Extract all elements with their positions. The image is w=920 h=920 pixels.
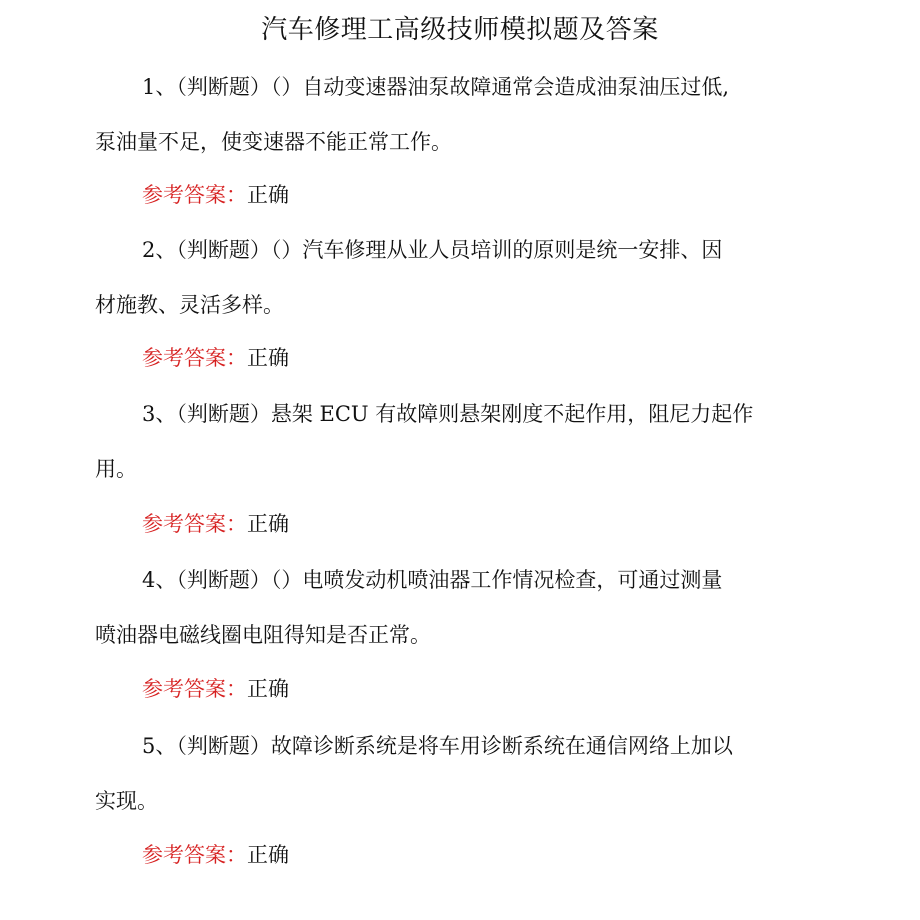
answer-label: 参考答案： bbox=[142, 346, 247, 370]
answer-value: 正确 bbox=[247, 346, 289, 370]
question-4-line-2: 喷油器电磁线圈电阻得知是否正常。 bbox=[95, 623, 431, 647]
question-2-line-2: 材施教、灵活多样。 bbox=[95, 293, 284, 317]
answer-value: 正确 bbox=[247, 512, 289, 536]
answer-label: 参考答案： bbox=[142, 677, 247, 701]
answer-value: 正确 bbox=[247, 843, 289, 867]
answer-label: 参考答案： bbox=[142, 183, 247, 207]
question-3-line-2: 用。 bbox=[95, 457, 137, 481]
question-2-answer bbox=[142, 342, 289, 374]
question-1-answer bbox=[142, 179, 289, 211]
question-5-line-1: 5、（判断题）故障诊断系统是将车用诊断系统在通信网络上加以 bbox=[142, 734, 733, 758]
answer-label: 参考答案： bbox=[142, 843, 247, 867]
answer-label: 参考答案： bbox=[142, 512, 247, 536]
question-4-line-1: 4、（判断题）（）电喷发动机喷油器工作情况检查，可通过测量 bbox=[142, 568, 723, 592]
question-3-answer bbox=[142, 508, 289, 540]
question-3-line-1: 3、（判断题）悬架 ECU 有故障则悬架刚度不起作用，阻尼力起作 bbox=[142, 402, 754, 426]
document-title: 汽车修理工高级技师模拟题及答案 bbox=[261, 15, 659, 45]
answer-value: 正确 bbox=[247, 677, 289, 701]
question-1-line-2: 泵油量不足，使变速器不能正常工作。 bbox=[95, 130, 452, 154]
question-5-answer bbox=[142, 839, 289, 871]
question-2-line-1: 2、（判断题）（）汽车修理从业人员培训的原则是统一安排、因 bbox=[142, 238, 723, 262]
question-5-line-2: 实现。 bbox=[95, 789, 158, 813]
question-1-line-1: 1、（判断题）（）自动变速器油泵故障通常会造成油泵油压过低, bbox=[142, 75, 730, 99]
question-4-answer bbox=[142, 673, 289, 705]
answer-value: 正确 bbox=[247, 183, 289, 207]
